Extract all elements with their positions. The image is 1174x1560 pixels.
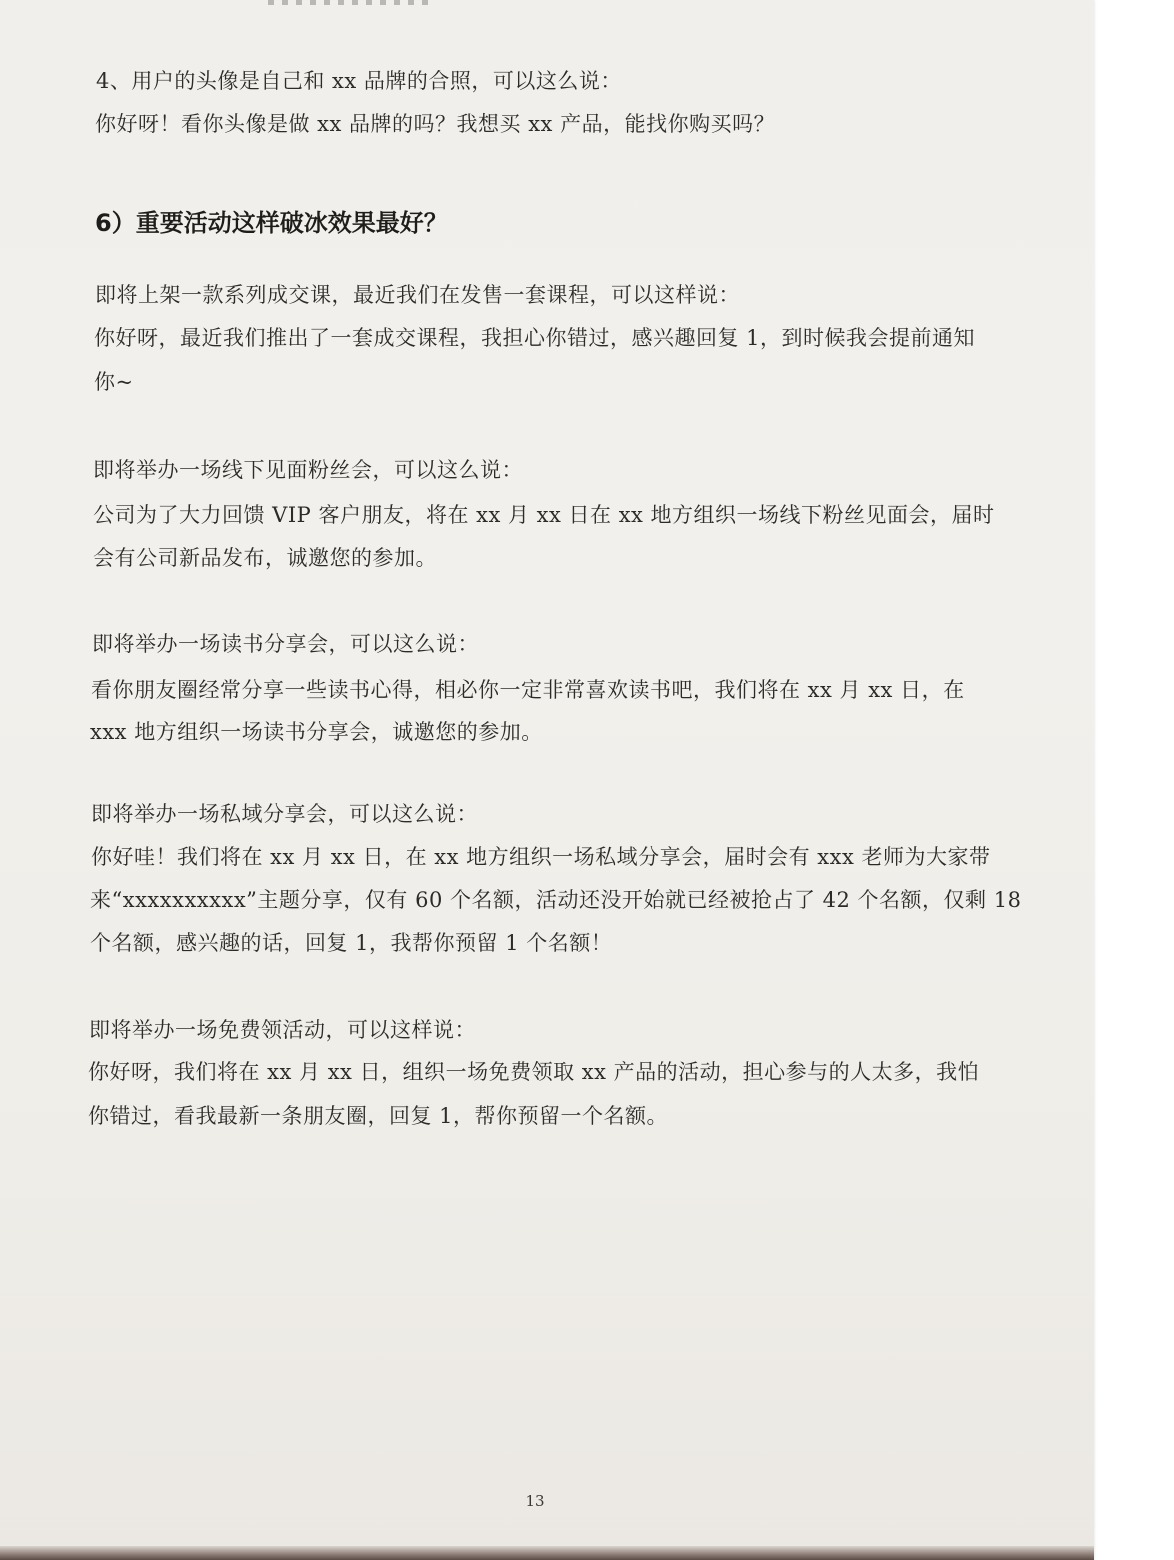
- text-line: 你好呀！看你头像是做 xx 品牌的吗？我想买 xx 产品，能找你购买吗？: [95, 112, 776, 136]
- text-line: 看你朋友圈经常分享一些读书心得，相必你一定非常喜欢读书吧，我们将在 xx 月 xx 日，在: [91, 678, 965, 702]
- previous-page-bleed: [268, 0, 428, 5]
- text-line: 个名额，感兴趣的话，回复 1，我帮你预留 1 个名额！: [90, 931, 613, 955]
- text-line: 来“xxxxxxxxxx”主题分享，仅有 60 个名额，活动还没开始就已经被抢占了 42 个名额，仅剩 18: [90, 888, 1022, 912]
- text-line: 会有公司新品发布，诚邀您的参加。: [93, 546, 437, 570]
- text-line: 即将举办一场线下见面粉丝会，可以这么说：: [93, 458, 523, 482]
- text-line: 即将上架一款系列成交课，最近我们在发售一套课程，可以这样说：: [95, 283, 740, 307]
- text-line: 你~: [94, 370, 134, 394]
- text-line: 公司为了大力回馈 VIP 客户朋友，将在 xx 月 xx 日在 xx 地方组织一场线下粉丝见面会，届时: [93, 503, 995, 527]
- section-heading: 6）重要活动这样破冰效果最好？: [95, 209, 448, 237]
- text-line: 你错过，看我最新一条朋友圈，回复 1，帮你预留一个名额。: [88, 1104, 669, 1128]
- book-bottom-edge: [0, 1546, 1094, 1560]
- text-line: 即将举办一场读书分享会，可以这么说：: [92, 632, 479, 656]
- text-line: 即将举办一场免费领活动，可以这样说：: [89, 1018, 476, 1042]
- text-line: 你好呀，我们将在 xx 月 xx 日，组织一场免费领取 xx 产品的活动，担心参与的人太多，我怕: [88, 1060, 980, 1084]
- page-number: 13: [525, 1492, 545, 1510]
- text-line: 你好呀，最近我们推出了一套成交课程，我担心你错过，感兴趣回复 1，到时候我会提前通知: [94, 326, 976, 350]
- text-line: 即将举办一场私域分享会，可以这么说：: [91, 802, 478, 826]
- text-line: 4、用户的头像是自己和 xx 品牌的合照，可以这么说：: [96, 69, 622, 93]
- text-line: xxx 地方组织一场读书分享会，诚邀您的参加。: [90, 720, 543, 744]
- text-line: 你好哇！我们将在 xx 月 xx 日，在 xx 地方组织一场私域分享会，届时会有 xxx 老师为大家带: [91, 845, 991, 869]
